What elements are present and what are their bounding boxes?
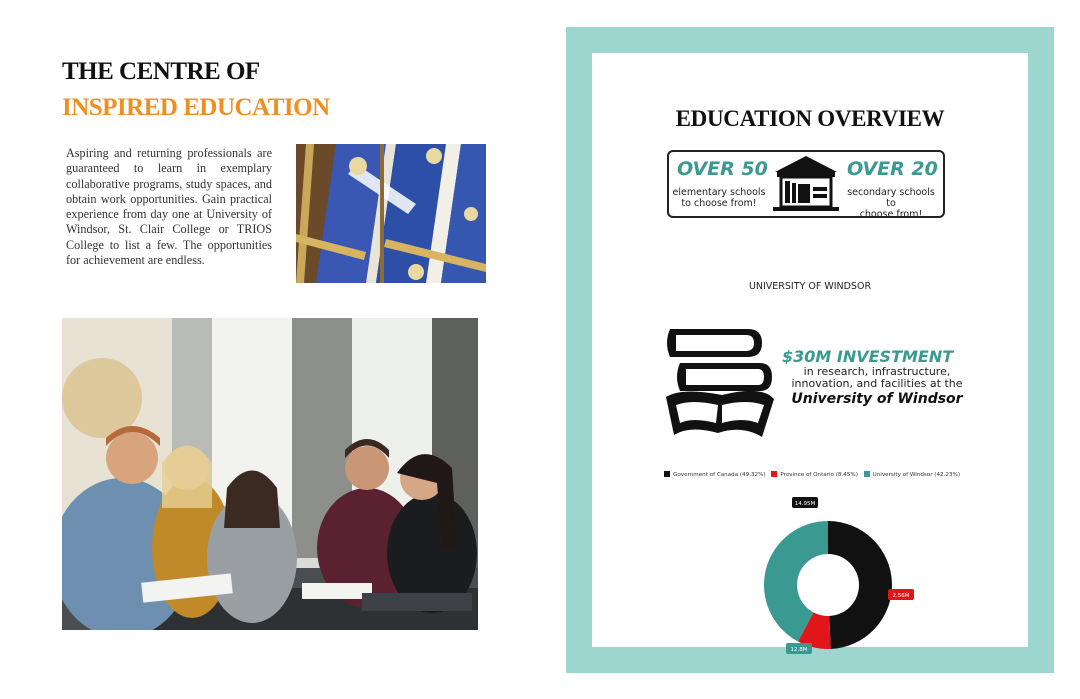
overview-title: EDUCATION OVERVIEW: [675, 106, 945, 131]
page-title-line1: THE CENTRE OF: [62, 58, 260, 85]
donut-label-1: [888, 589, 914, 600]
chart-legend: [664, 471, 964, 478]
legend-item-government: [664, 472, 766, 478]
schools-count-box: [667, 150, 945, 218]
page-title-line2: INSPIRED EDUCATION: [62, 94, 330, 121]
investment-description: [782, 366, 972, 390]
university-label: UNIVERSITY OF WINDSOR: [748, 281, 872, 292]
education-overview-panel: [566, 27, 1054, 673]
investment-university: University of Windsor: [791, 391, 963, 407]
legend-label-government: Government of Canada (49.32%): [673, 472, 766, 478]
donut-label-2: [786, 643, 812, 654]
students-studying-photo: [62, 318, 478, 630]
investment-desc-line1: in research, infrastructure,: [803, 365, 951, 378]
legend-label-university: University of Windsor (42.23%): [872, 472, 961, 478]
investment-desc-line2: innovation, and facilities at the: [791, 377, 963, 390]
secondary-note: [841, 187, 941, 220]
elementary-count: OVER 50: [677, 158, 768, 180]
donut-label-text-2: 12.8M: [790, 647, 808, 653]
donut-label-0: [792, 497, 818, 508]
secondary-count: OVER 20: [847, 158, 938, 180]
donut-label-text-0: 14.95M: [794, 501, 816, 507]
legend-item-province: [771, 472, 858, 478]
intro-paragraph: Aspiring and returning professionals are guaranteed to learn in exemplary collaborative programs, study spaces, and obtain work opportunities. Gain practical experience from day one at University of Windsor, St. Clair College or TRIOS College to list a few. The opportunities for achievement are endless.: [66, 146, 272, 268]
donut-label-text-1: 2.56M: [892, 593, 910, 599]
elementary-note: [671, 187, 767, 209]
legend-item-university: [864, 472, 960, 478]
overview-card: [592, 53, 1028, 653]
legend-swatch-teal: [864, 471, 870, 477]
stained-glass-photo: [296, 144, 486, 283]
legend-swatch-red: [771, 471, 777, 477]
elementary-note-line1: elementary schools: [672, 187, 766, 198]
investment-title: $30M INVESTMENT: [782, 347, 954, 366]
school-building-icon: [769, 154, 843, 212]
donut-slice-0: [828, 521, 892, 649]
secondary-note-line1: secondary schools to: [847, 187, 935, 209]
elementary-note-line2: to choose from!: [681, 198, 757, 209]
funding-donut-chart: [732, 485, 932, 655]
secondary-note-line2: choose from!: [859, 209, 923, 220]
legend-label-province: Province of Ontario (8.45%): [780, 472, 858, 478]
legend-swatch-black: [664, 471, 670, 477]
books-stack-icon: [662, 325, 782, 443]
